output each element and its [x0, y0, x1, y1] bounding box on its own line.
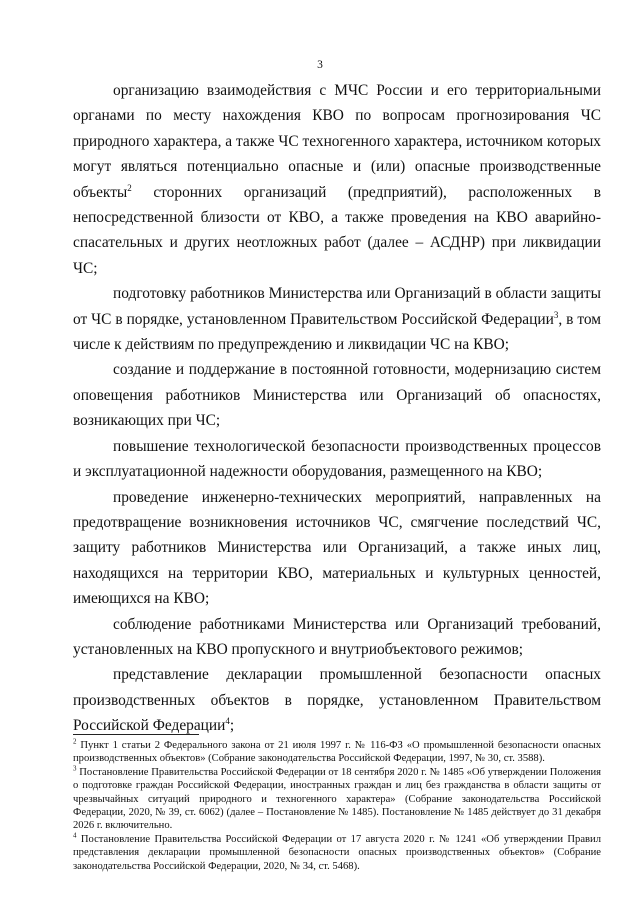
footnotes	[73, 739, 601, 873]
paragraph-interaction	[73, 78, 601, 281]
footnote-mark: 3	[73, 764, 77, 773]
footnote-3	[73, 766, 601, 833]
paragraph-declaration	[73, 662, 601, 738]
body-text	[73, 78, 601, 739]
footnote-2	[73, 739, 601, 766]
footnote-text: Пункт 1 статьи 2 Федерального закона от 21 июля 1997 г. № 116-ФЗ «О промышленной безопасности опасных производственных объектов» (Собрание законодательства Российской Федерации, 1997, № 30, ст. 3588).	[73, 740, 601, 765]
paragraph-text: , в том числе к действиям по предупреждению и ликвидации ЧС на КВО;	[73, 310, 601, 354]
footnote-ref: 2	[127, 182, 132, 193]
paragraph-text: ;	[229, 717, 235, 735]
paragraph-text: повышение технологической безопасности производственных процессов и эксплуатационной надежности оборудования, размещенного на КВО;	[73, 437, 601, 481]
footnote-text: Постановление Правительства Российской Федерации от 18 сентября 2020 г. № 1485 «Об утверждении Положения о подготовке граждан Российской Федерации, иностранных граждан и лиц без гражданства в области защиты от чрезвычайных ситуаций природного и техногенного характера» (Собрание законодательства Российской Федерации, 2020, № 39, ст. 6062) (далее – Постановление № 1485). Постановление № 1485 действует до 31 декабря 2026 г. включительно.	[73, 766, 601, 832]
paragraph-warning-systems	[73, 357, 601, 433]
footnote-4	[73, 833, 601, 873]
paragraph-text: представление декларации промышленной безопасности опасных производственных объектов в порядке, установленном Правительством Российской Федерации	[73, 666, 601, 735]
paragraph-engineering-measures	[73, 485, 601, 612]
paragraph-tech-safety	[73, 434, 601, 485]
footnote-separator	[73, 734, 199, 735]
paragraph-access-regime	[73, 612, 601, 663]
footnote-ref: 4	[225, 716, 230, 727]
paragraph-text: подготовку работников Министерства или Организаций в области защиты от ЧС в порядке, установленном Правительством Российской Федерации	[73, 285, 601, 328]
paragraph-text: сторонних организаций (предприятий), расположенных в непосредственной близости от КВО, а также проведения на КВО аварийно-спасательных и других неотложных работ (далее – АСДНР) при ликвидации ЧС;	[73, 183, 601, 277]
footnote-mark: 4	[73, 831, 77, 840]
paragraph-text: создание и поддержание в постоянной готовности, модернизацию систем оповещения работников Министерства или Организаций об опасностях, возникающих при ЧС;	[73, 361, 601, 430]
page-number: 3	[317, 59, 323, 71]
paragraph-training	[73, 281, 601, 357]
paragraph-text: организацию взаимодействия с МЧС России и его территориальными органами по месту нахождения КВО по вопросам прогнозирования ЧС природного характера, а также ЧС техногенного характера, источником которых могут являться потенциально опасные и (или) опасные производственные объекты	[73, 82, 601, 201]
paragraph-text: соблюдение работниками Министерства или Организаций требований, установленных на КВО пропускного и внутриобъектового режимов;	[73, 615, 601, 658]
paragraph-text: проведение инженерно-технических мероприятий, направленных на предотвращение возникновения источников ЧС, смягчение последствий ЧС, защиту работников Министерства или Организаций, а также иных лиц, находящихся на территории КВО, материальных и культурных ценностей, имеющихся на КВО;	[73, 488, 601, 608]
footnote-mark: 2	[73, 737, 77, 746]
footnote-ref: 3	[553, 309, 559, 320]
footnote-text: Постановление Правительства Российской Федерации от 17 августа 2020 г. № 1241 «Об утверждении Правил представления декларации промышленной безопасности опасных производственных объектов» (Собрание законодательства Российской Федерации, 2020, № 34, ст. 5468).	[73, 833, 601, 872]
